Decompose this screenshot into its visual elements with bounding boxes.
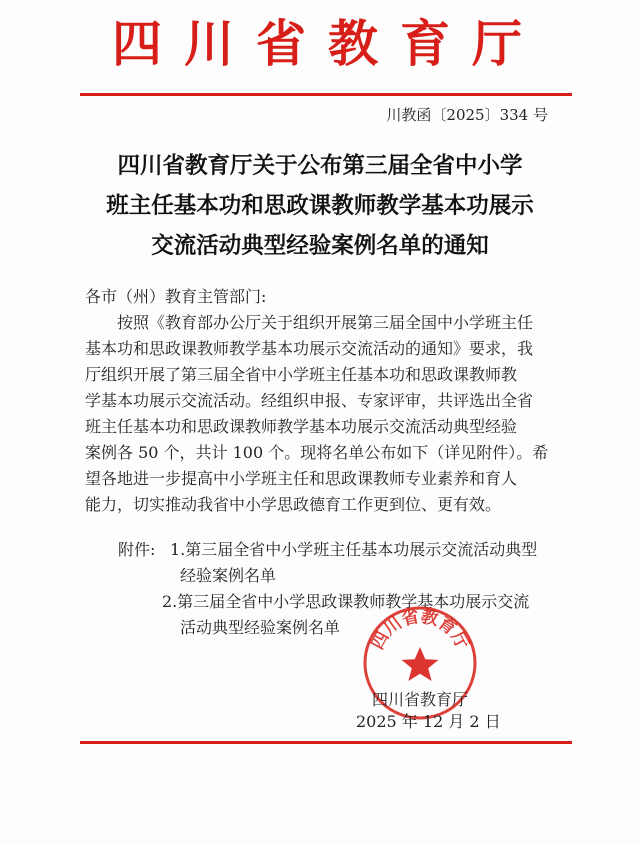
attachment-item-1 bbox=[118, 537, 537, 563]
svg-text:四川省教育厅 bbox=[368, 606, 472, 653]
title-line-1: 四川省教育厅关于公布第三届全省中小学 bbox=[117, 153, 523, 179]
addressee: 各市（州）教育主管部门: bbox=[85, 287, 267, 306]
body-line: 能力，切实推动我省中小学思政德育工作更到位、更有效。 bbox=[85, 495, 502, 514]
signing-organization: 四川省教育厅 bbox=[372, 690, 469, 709]
body-line: 望各地进一步提高中小学班主任和思政课教师专业素养和育人 bbox=[85, 469, 518, 488]
seal-star-icon bbox=[402, 647, 439, 681]
body-line: 案例各 50 个，共计 100 个。现将名单公布如下（详见附件）。希 bbox=[85, 443, 549, 462]
seal-text: 四川省教育厅 bbox=[367, 606, 473, 654]
body-line: 班主任基本功和思政课教师教学基本功展示交流活动典型经验 bbox=[85, 417, 518, 436]
footer-red-rule bbox=[80, 741, 572, 744]
attachment-1-continuation: 经验案例名单 bbox=[180, 566, 277, 585]
body-line: 厅组织开展了第三届全省中小学班主任基本功和思政课教师教 bbox=[85, 365, 518, 384]
body-line: 基本功和思政课教师教学基本功展示交流活动的通知》要求，我 bbox=[85, 339, 534, 358]
body-line: 按照《教育部办公厅关于组织开展第三届全国中小学班主任 bbox=[85, 313, 534, 332]
attachment-2-continuation: 活动典型经验案例名单 bbox=[180, 618, 341, 637]
title-line-2: 班主任基本功和思政课教师教学基本功展示 bbox=[106, 193, 534, 219]
masthead-title: 四川省教育厅 bbox=[112, 14, 544, 73]
body-line: 学基本功展示交流活动。经组织申报、专家评审，共评选出全省 bbox=[85, 391, 534, 410]
body-paragraph bbox=[85, 310, 555, 518]
attachment-item-2: 2.第三届全省中小学思政课教师教学基本功展示交流 bbox=[162, 592, 530, 611]
attachments-label: 附件: bbox=[118, 540, 156, 559]
attachment-1-line-1: 1.第三届全省中小学班主任基本功展示交流活动典型 bbox=[170, 540, 538, 559]
masthead-red-rule bbox=[80, 93, 572, 96]
signing-date: 2025 年 12 月 2 日 bbox=[356, 712, 501, 731]
title-line-3: 交流活动典型经验案例名单的通知 bbox=[151, 233, 489, 259]
document-number: 川教函〔2025〕334 号 bbox=[386, 106, 548, 124]
notice-title bbox=[60, 146, 580, 266]
